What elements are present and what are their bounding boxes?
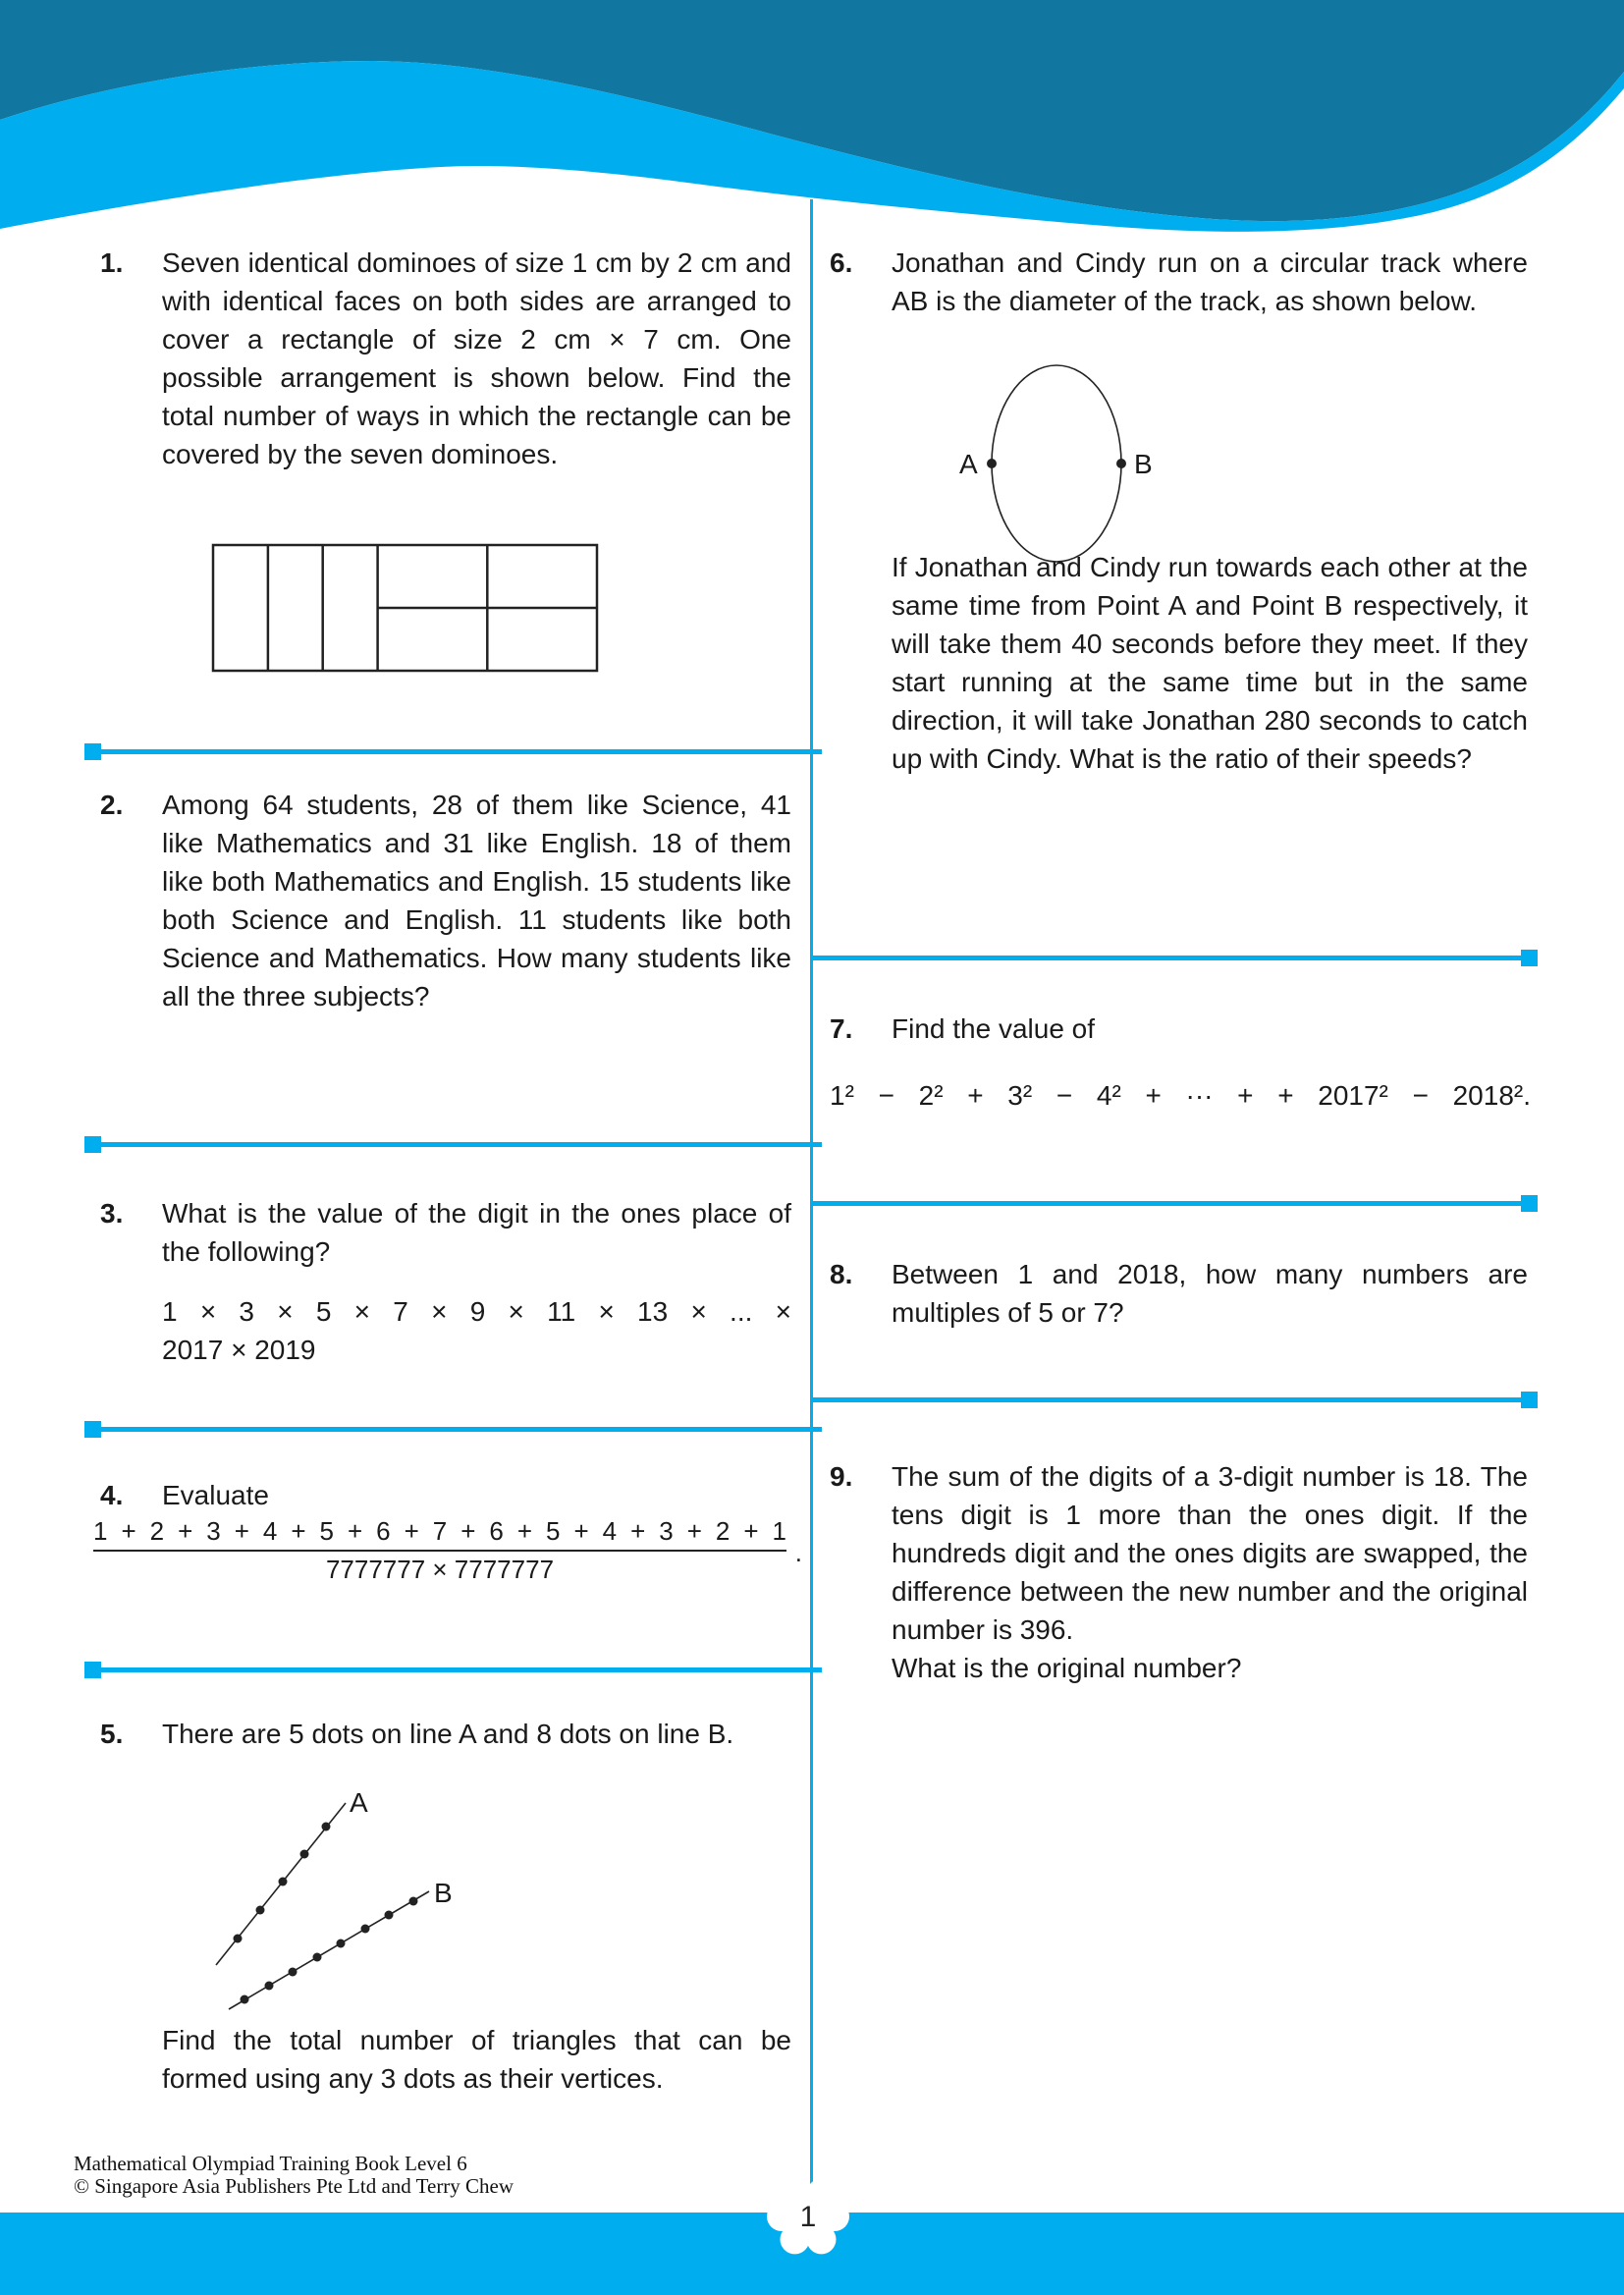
divider-square-icon — [84, 1421, 101, 1438]
fraction-numerator: 1 + 2 + 3 + 4 + 5 + 6 + 7 + 6 + 5 + 4 + 3 + 2 + 1 — [93, 1515, 786, 1552]
problem-2-number: 2. — [100, 790, 124, 820]
footer-copyright: © Singapore Asia Publishers Pte Ltd and Terry Chew — [74, 2174, 514, 2198]
line-a-dot — [279, 1878, 288, 1886]
circular-track-figure — [938, 355, 1173, 572]
domino-arrangement-figure — [211, 543, 599, 673]
problem-3-expression-line2: 2017 × 2019 — [162, 1335, 316, 1365]
point-a-label: A — [959, 449, 978, 479]
problem-4 — [100, 1476, 791, 1514]
page-number: 1 — [799, 2201, 817, 2233]
divider-square-icon — [1521, 1195, 1538, 1212]
problem-3-expression-line1: 1 × 3 × 5 × 7 × 9 × 11 × 13 × ... × — [162, 1296, 791, 1327]
problem-2 — [100, 786, 791, 1015]
problem-1-number: 1. — [100, 247, 124, 278]
problem-3-number: 3. — [100, 1198, 124, 1229]
divider-square-icon — [84, 1662, 101, 1678]
line-b-dot — [337, 1940, 346, 1948]
point-b-dot — [1116, 459, 1126, 468]
line-b-dot — [361, 1925, 370, 1934]
problem-3-text: What is the value of the digit in the ones place of the following? — [162, 1198, 791, 1267]
section-divider-3 — [93, 1427, 822, 1432]
problem-7-formula: 1² − 2² + 3² − 4² + ··· + + 2017² − 2018². — [830, 1080, 1531, 1111]
divider-square-icon — [1521, 950, 1538, 966]
divider-square-icon — [1521, 1392, 1538, 1408]
line-b-dot — [313, 1953, 322, 1962]
line-a-label: A — [350, 1787, 368, 1818]
problem-7-text: Find the value of — [892, 1013, 1096, 1044]
problem-1 — [100, 244, 791, 473]
problem-9 — [830, 1457, 1528, 1687]
problem-7-number: 7. — [830, 1013, 853, 1044]
problem-2-text: Among 64 students, 28 of them like Science, 41 like Mathematics and 31 like English. 18 of them like both Mathematics and English. 15 students like both Science and English. 11 students like both Science and Mathematics. How many students like all the three subjects? — [162, 790, 791, 1011]
problem-4-number: 4. — [100, 1480, 124, 1510]
line-b-dot — [409, 1897, 418, 1906]
divider-square-icon — [84, 743, 101, 760]
footer-book-title: Mathematical Olympiad Training Book Level 6 — [74, 2152, 467, 2175]
problem-1-text: Seven identical dominoes of size 1 cm by 2 cm and with identical faces on both sides are arranged to cover a rectangle of size 2 cm × 7 cm. One possible arrangement is shown below. Find the total number of ways in which the rectangle can be covered by the seven dominoes. — [162, 247, 791, 469]
problem-9-text: The sum of the digits of a 3-digit number is 18. The tens digit is 1 more than the ones digit. If the hundreds digit and the ones digits are swapped, the difference between the new number and the original number is 396. — [892, 1461, 1528, 1645]
point-b-label: B — [1134, 449, 1153, 479]
divider-square-icon — [84, 1136, 101, 1153]
section-divider-2 — [93, 1142, 822, 1147]
line-b-label: B — [434, 1878, 453, 1908]
problem-8 — [830, 1255, 1528, 1332]
problem-8-number: 8. — [830, 1259, 853, 1289]
point-a-dot — [987, 459, 997, 468]
problem-7 — [830, 1010, 1528, 1048]
problem-5-text2: Find the total number of triangles that can be formed using any 3 dots as their vertices. — [162, 2025, 791, 2094]
line-a-dot — [234, 1935, 243, 1943]
section-divider-6 — [812, 1201, 1529, 1206]
problem-6-text: Jonathan and Cindy run on a circular track where AB is the diameter of the track, as shown below. — [892, 247, 1528, 316]
line-a-dot — [322, 1823, 331, 1831]
fraction-denominator: 7777777 × 7777777 — [325, 1555, 555, 1584]
problem-4-fraction — [93, 1515, 802, 1585]
problem-5-number: 5. — [100, 1719, 124, 1749]
section-divider-4 — [93, 1667, 822, 1672]
fraction-period: . — [794, 1538, 802, 1567]
problem-4-label: Evaluate — [162, 1480, 269, 1510]
section-divider-5 — [812, 956, 1529, 960]
line-b-dot — [265, 1982, 274, 1991]
line-b-dot — [385, 1911, 394, 1920]
line-b-dot — [289, 1968, 298, 1977]
problem-6 — [830, 244, 1528, 320]
problem-3 — [100, 1194, 791, 1369]
page-number-bubble — [759, 2165, 857, 2264]
section-divider-7 — [812, 1397, 1529, 1402]
line-b-dot — [241, 1995, 249, 2004]
track-circle — [992, 365, 1121, 562]
line-a-dot — [300, 1850, 309, 1859]
problem-6-text2: If Jonathan and Cindy run towards each other at the same time from Point A and Point B respectively, it will take them 40 seconds before they meet. If they start running at the same time but in the same direction, it will take Jonathan 280 seconds to catch up with Cindy. What is the ratio of their speeds? — [892, 552, 1528, 774]
problem-5 — [100, 1715, 791, 1753]
problem-5-text: There are 5 dots on line A and 8 dots on line B. — [162, 1719, 734, 1749]
section-divider-1 — [93, 749, 822, 754]
line-a-dot — [256, 1906, 265, 1915]
footer — [74, 2153, 514, 2198]
problem-9-text2: What is the original number? — [892, 1653, 1242, 1683]
dots-on-lines-figure — [167, 1780, 481, 2024]
problem-8-text: Between 1 and 2018, how many numbers are multiples of 5 or 7? — [892, 1259, 1528, 1328]
problem-9-number: 9. — [830, 1461, 853, 1492]
problem-6-number: 6. — [830, 247, 853, 278]
